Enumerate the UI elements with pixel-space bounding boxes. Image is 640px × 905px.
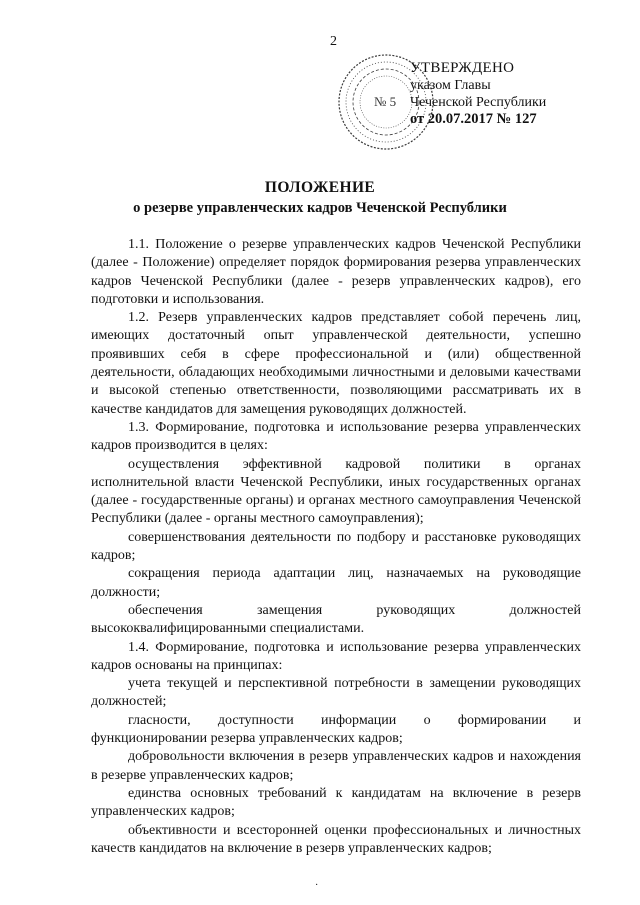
paragraph: учета текущей и перспективной потребности в замещении руководящих должностей;: [91, 676, 581, 710]
seal-number: № 5: [374, 94, 397, 109]
approval-line-1: указом Главы: [410, 78, 491, 93]
page-number: 2: [330, 34, 337, 49]
document-subtitle: о резерве управленческих кадров Чеченской Республики: [133, 200, 507, 216]
document-body: [91, 236, 581, 858]
document-title: ПОЛОЖЕНИЕ: [264, 179, 376, 196]
paragraph: сокращения периода адаптации лиц, назначаемых на руководящие должности;: [91, 566, 581, 600]
paragraph: 1.1. Положение о резерве управленческих кадров Чеченской Республики (далее - Положение) определяет порядок формирования резерва управленческих кадров Чеченской Республики (далее - резерв управленческих кадров), его подготовки и использования.: [91, 237, 581, 307]
approval-stamp: [410, 60, 546, 128]
paragraph: 1.2. Резерв управленческих кадров представляет собой перечень лиц, имеющих достаточный опыт управленческой деятельности, успешно проявивших себя в сфере профессиональной и (или) общественной деятельности, обладающих необходимыми личностными и деловыми качествами и высокой степенью ответственности, позволяющими рассматривать их в качестве кандидатов для замещения руководящих должностей.: [91, 310, 581, 417]
paragraph: объективности и всесторонней оценки профессиональных и личностных качеств кандидатов на включение в резерв управленческих кадров;: [91, 822, 581, 856]
paragraph: добровольности включения в резерв управленческих кадров и нахождения в резерве управленческих кадров;: [91, 749, 581, 783]
paragraph: гласности, доступности информации о формировании и функционировании резерва управленческих кадров;: [91, 712, 581, 747]
paragraph: осуществления эффективной кадровой политики в органах исполнительной власти Чеченской Республики, иных государственных органах (далее - государственные органы) и органах местного самоуправления Чеченской Республики (далее - органы местного самоуправления);: [91, 456, 581, 527]
approval-date: от 20.07.2017 № 127: [410, 111, 537, 127]
approval-line-2: Чеченской Республики: [410, 95, 547, 110]
paragraph: 1.3. Формирование, подготовка и использование резерва управленческих кадров производится в целях:: [91, 419, 581, 454]
paragraph: единства основных требований к кандидатам на включение в резерв управленческих кадров;: [91, 785, 581, 820]
paragraph: совершенствования деятельности по подбору и расстановке руководящих кадров;: [91, 529, 581, 564]
page-mark: ·: [315, 880, 319, 891]
paragraph: 1.4. Формирование, подготовка и использование резерва управленческих кадров основаны на принципах:: [91, 639, 581, 673]
paragraph: обеспечения замещения руководящих должностей высококвалифицированными специалистами.: [91, 602, 581, 637]
approved-label: УТВЕРЖДЕНО: [410, 60, 515, 76]
